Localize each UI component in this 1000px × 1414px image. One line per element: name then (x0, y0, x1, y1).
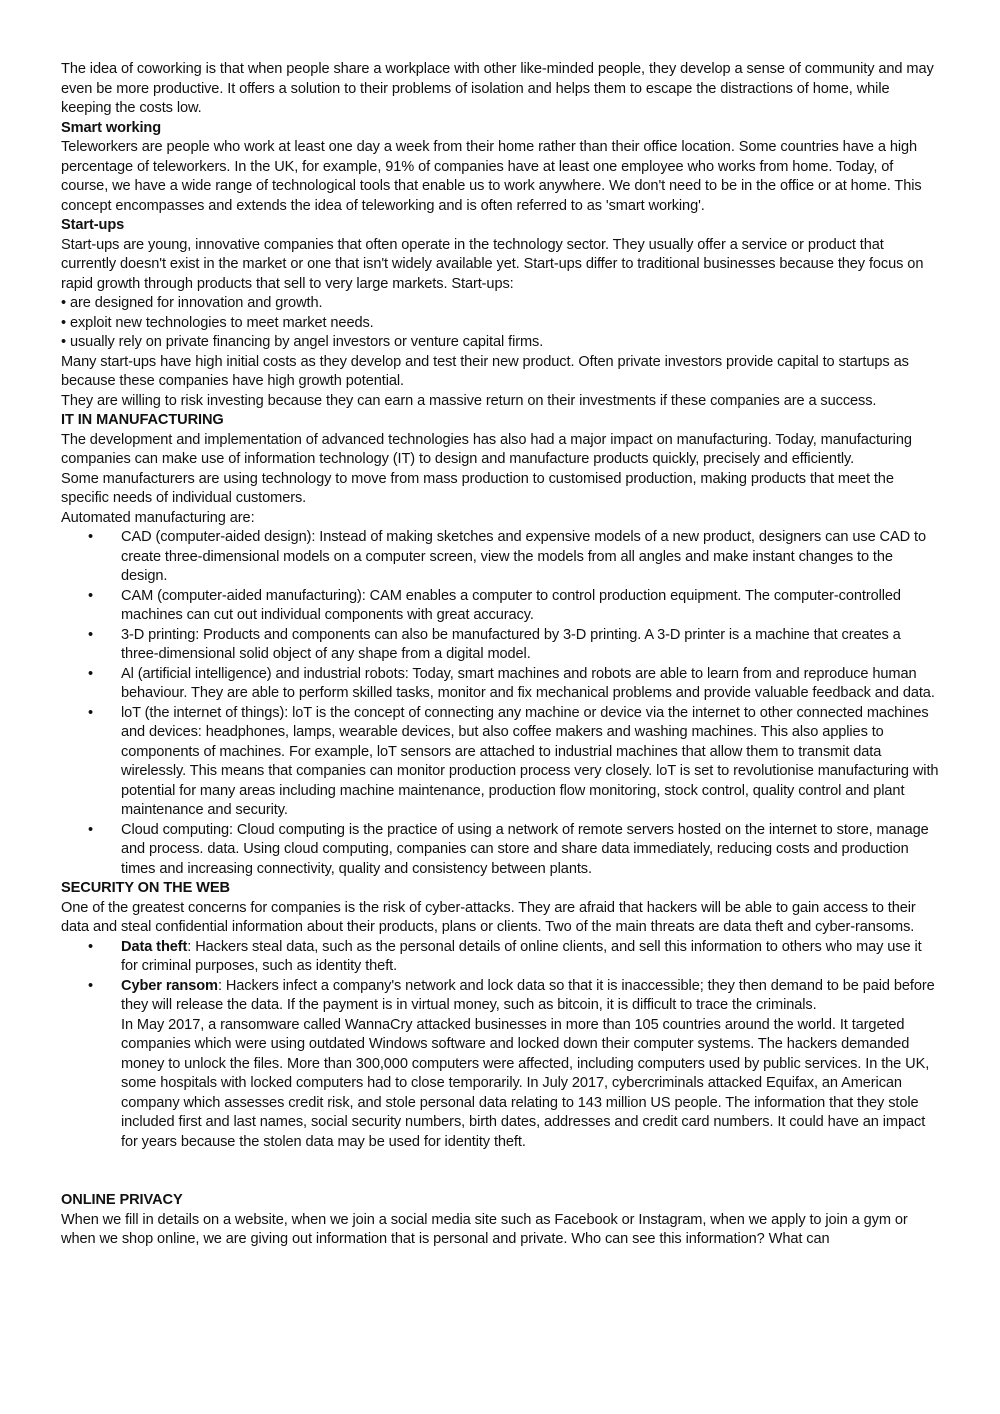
list-item (61, 587, 941, 626)
list-item (61, 938, 941, 977)
list-item (61, 977, 941, 1153)
list-item-text: 3-D printing: Products and components can also be manufactured by 3-D printing. A 3-D printer is a machine that creates a three-dimensional solid object of any shape from a digital model. (121, 626, 901, 662)
list-item (61, 528, 941, 587)
bullet-icon: • (88, 938, 94, 955)
bullet-icon: • (88, 977, 94, 994)
list-item (61, 704, 941, 821)
security-paragraph: One of the greatest concerns for companies is the risk of cyber-attacks. They are afraid that hackers will be able to gain access to their data and steal confidential information about their products, plans or clients. Two of the main threats are data theft and cyber-ransoms. (61, 899, 916, 935)
manufacturing-paragraph-2: Some manufacturers are using technology to move from mass production to customised production, making products that meet the specific needs of individual customers. (61, 470, 894, 506)
list-item-text: loT (the internet of things): loT is the concept of connecting any machine or device via the internet to other connected machines and devices: headphones, lamps, wearable devices, but also coffee makers and washing machines. This also applies to components of machines. For example, loT sensors are attached to industrial machines that allow them to transmit data wirelessly. This means that companies can monitor production process very closely. loT is set to revolutionise manufacturing with potential for many areas including machine maintenance, production flow monitoring, stock control, quality control and plant maintenance and security. (121, 704, 939, 818)
startups-point: • usually rely on private financing by angel investors or venture capital firms. (61, 334, 544, 350)
bullet-icon: • (88, 704, 94, 721)
list-item-term: Data theft (121, 938, 188, 955)
list-item-text: CAM (computer-aided manufacturing): CAM enables a computer to control production equipment. The computer-controlled machines can cut out individual components with great accuracy. (121, 587, 901, 623)
intro-paragraph: The idea of coworking is that when people share a workplace with other like-minded people, they develop a sense of community and may even be more productive. It offers a solution to their problems of isolation and helps them to escape the distractions of home, while keeping the costs low. (61, 61, 934, 116)
smart-working-heading: Smart working (61, 119, 162, 136)
list-item-text: : Hackers infect a company's network and lock data so that it is inaccessible; they then demand to be paid before they will release the data. If the payment is in virtual money, such as bitcoin, it is difficult to trace the criminals. (121, 977, 935, 1013)
manufacturing-heading: IT IN MANUFACTURING (61, 412, 224, 428)
document-body (61, 60, 941, 1250)
bullet-icon: • (88, 821, 94, 838)
bullet-icon: • (88, 665, 94, 682)
privacy-paragraph: When we fill in details on a website, when we join a social media site such as Facebook or Instagram, when we apply to join a gym or when we shop online, we are giving out information that is personal and private. Who can see this information? What can (61, 1211, 908, 1247)
list-item-text: Al (artificial intelligence) and industrial robots: Today, smart machines and robots are able to learn from and reproduce human behaviour. They are able to perform skilled tasks, monitor and fix mechanical problems and provide valuable feedback and data. (121, 665, 935, 701)
bullet-icon: • (88, 626, 94, 643)
manufacturing-paragraph-3: Automated manufacturing are: (61, 509, 255, 526)
list-item (61, 665, 941, 704)
list-item (61, 626, 941, 665)
list-item-text: : Hackers steal data, such as the personal details of online clients, and sell this information to others who may use it for criminal purposes, such as identity theft. (121, 938, 922, 974)
security-example-paragraph: In May 2017, a ransomware called WannaCry attacked businesses in more than 105 countries around the world. It targeted companies which were using outdated Windows software and locked down their computer systems. The hackers demanded money to unlock the files. More than 300,000 computers were affected, including computers used by public services. In the UK, some hospitals with locked computers had to close temporarily. In July 2017, cybercriminals attacked Equifax, an American company which assesses credit risk, and stole personal data relating to 143 million US people. The information that they stole included first and last names, social security numbers, birth dates, addresses and credit card numbers. It could have an impact for years because the stolen data may be used for identity theft. (121, 1016, 930, 1150)
list-item-text: CAD (computer-aided design): Instead of making sketches and expensive models of a new product, designers can use CAD to create three-dimensional models on a computer screen, view the models from all angles and make instant changes to the design. (121, 529, 926, 584)
privacy-heading: ONLINE PRIVACY (61, 1192, 183, 1208)
bullet-icon: • (88, 587, 94, 604)
startups-point: • are designed for innovation and growth. (61, 295, 323, 311)
manufacturing-paragraph-1: The development and implementation of advanced technologies has also had a major impact on manufacturing. Today, manufacturing companies can make use of information technology (IT) to design and manufacture products quickly, precisely and efficiently. (61, 431, 912, 467)
manufacturing-list (61, 528, 941, 879)
list-item-text: Cloud computing: Cloud computing is the practice of using a network of remote servers hosted on the internet to store, manage and process. data. Using cloud computing, companies can store and share data immediately, reducing costs and production times and increasing connectivity, quality and consistency between plants. (121, 821, 929, 877)
startups-paragraph: Start-ups are young, innovative companies that often operate in the technology sector. They usually offer a service or product that currently doesn't exist in the market or one that isn't widely available yet. Start-ups differ to traditional businesses because they focus on rapid growth through products that sell to very large markets. Start-ups: (61, 236, 924, 292)
security-heading: SECURITY ON THE WEB (61, 880, 230, 896)
startups-heading: Start-ups (61, 217, 125, 233)
startups-paragraph-2: Many start-ups have high initial costs as they develop and test their new product. Often private investors provide capital to startups as because these companies have high growth potential. (61, 353, 909, 389)
security-list (61, 938, 941, 1153)
smart-working-paragraph: Teleworkers are people who work at least one day a week from their home rather than their office location. Some countries have a high percentage of teleworkers. In the UK, for example, 91% of companies have at least one employee who works from home. Today, of course, we have a wide range of technological tools that enable us to work anywhere. We don't need to be in the office or at home. This concept encompasses and extends the idea of teleworking and is often referred to as 'smart working'. (61, 139, 922, 214)
startups-paragraph-3: They are willing to risk investing because they can earn a massive return on their investments if these companies are a success. (61, 392, 877, 409)
list-item (61, 821, 941, 880)
list-item-term: Cyber ransom (121, 977, 218, 994)
section-spacer (61, 1152, 941, 1191)
startups-point: • exploit new technologies to meet market needs. (61, 314, 374, 331)
bullet-icon: • (88, 529, 94, 545)
